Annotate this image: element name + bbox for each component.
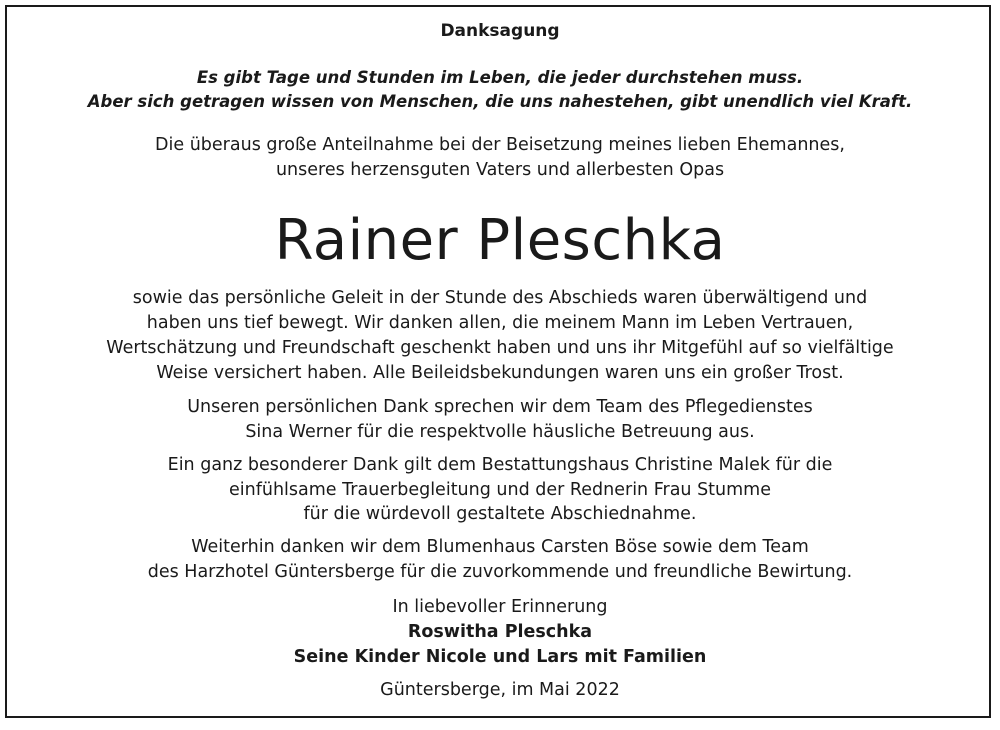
paragraph4-line-2: des Harzhotel Güntersberge für die zuvorkommende und freundliche Bewirtung. [147,562,853,582]
paragraph2-line-2: Sina Werner für die respektvolle häusliche Betreuung aus. [245,422,755,442]
intro-line-2: unseres herzensguten Vaters und allerbesten Opas [275,160,725,180]
closing-text: In liebevoller Erinnerung [392,597,608,617]
intro-line-1: Die überaus große Anteilnahme bei der Beisetzung meines lieben Ehemannes, [155,135,845,155]
signature-family: Seine Kinder Nicole und Lars mit Familien [293,647,707,667]
quote-line-2: Aber sich getragen wissen von Menschen, die uns nahestehen, gibt unendlich viel Kraft. [87,92,913,111]
paragraph4-line-1: Weiterhin danken wir dem Blumenhaus Carsten Böse sowie dem Team [191,537,809,557]
paragraph2-line-1: Unseren persönlichen Dank sprechen wir dem Team des Pflegedienstes [187,397,813,417]
notice-heading: Danksagung [440,21,560,41]
deceased-name: Rainer Pleschka [274,208,726,273]
paragraph3-line-3: für die würdevoll gestaltete Abschiednahme. [303,504,697,524]
signature-spouse: Roswitha Pleschka [407,622,593,642]
paragraph3-line-1: Ein ganz besonderer Dank gilt dem Bestattungshaus Christine Malek für die [167,455,833,475]
place-date: Güntersberge, im Mai 2022 [380,680,620,700]
paragraph1-line-1: sowie das persönliche Geleit in der Stunde des Abschieds waren überwältigend und [132,288,868,308]
paragraph1-line-3: Wertschätzung und Freundschaft geschenkt haben und uns ihr Mitgefühl auf so vielfältige [106,338,894,358]
paragraph1-line-4: Weise versichert haben. Alle Beileidsbekundungen waren uns ein großer Trost. [156,363,844,383]
paragraph1-line-2: haben uns tief bewegt. Wir danken allen, die meinem Mann im Leben Vertrauen, [146,313,854,333]
quote-line-1: Es gibt Tage und Stunden im Leben, die jeder durchstehen muss. [196,68,804,87]
paragraph3-line-2: einfühlsame Trauerbegleitung und der Rednerin Frau Stumme [228,480,771,500]
